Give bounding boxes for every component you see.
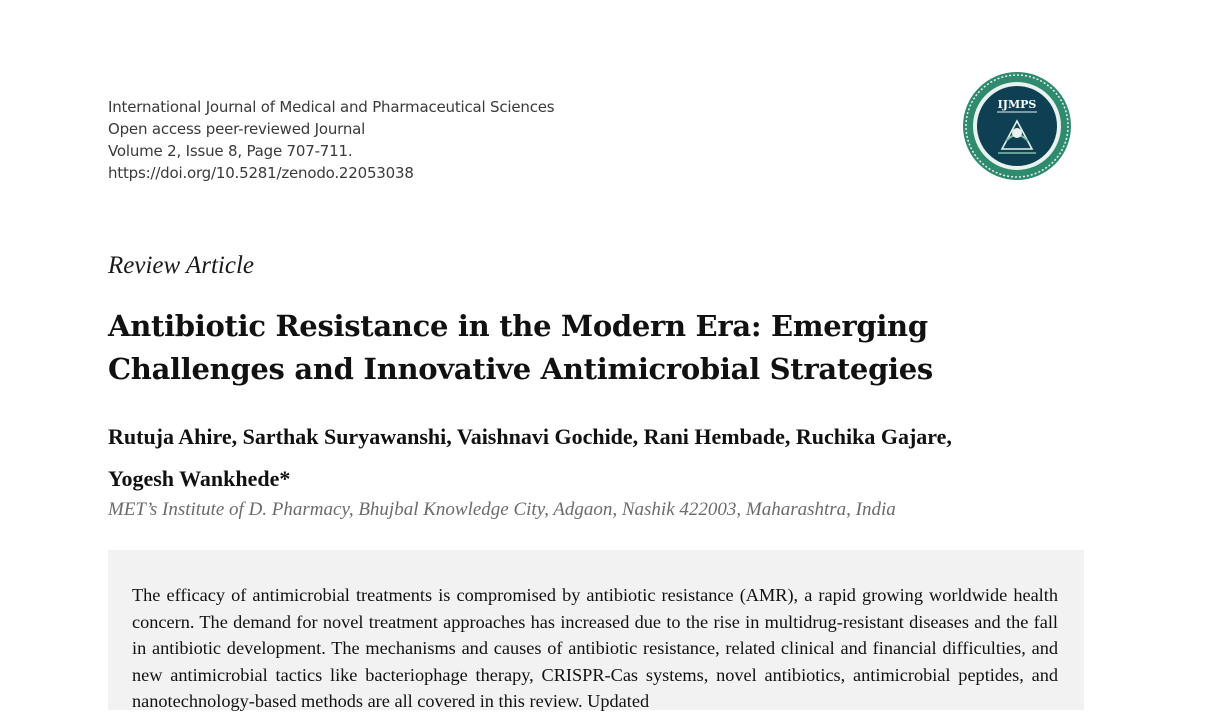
journal-info bbox=[108, 96, 554, 184]
abstract-box bbox=[108, 550, 1084, 710]
affiliation: MET’s Institute of D. Pharmacy, Bhujbal Knowledge City, Adgaon, Nashik 422003, Maharashtra, India bbox=[108, 499, 896, 520]
article-title-line: Antibiotic Resistance in the Modern Era: Emerging bbox=[108, 309, 928, 343]
article-title bbox=[108, 305, 1068, 391]
journal-name: International Journal of Medical and Pharmaceutical Sciences bbox=[108, 98, 555, 116]
journal-access: Open access peer-reviewed Journal bbox=[108, 120, 366, 138]
authors-line: Rutuja Ahire, Sarthak Suryawanshi, Vaishnavi Gochide, Rani Hembade, Ruchika Gajare, bbox=[108, 424, 952, 449]
authors-line: Yogesh Wankhede* bbox=[108, 466, 291, 491]
journal-doi[interactable]: https://doi.org/10.5281/zenodo.22053038 bbox=[108, 164, 414, 182]
journal-volume: Volume 2, Issue 8, Page 707-711. bbox=[108, 142, 353, 160]
author-list bbox=[108, 416, 1088, 500]
article-title-line: Challenges and Innovative Antimicrobial Strategies bbox=[108, 352, 933, 386]
journal-seal-logo bbox=[962, 71, 1072, 181]
article-type: Review Article bbox=[108, 252, 255, 279]
svg-text:IJMPS: IJMPS bbox=[997, 98, 1037, 111]
abstract-text: The efficacy of antimicrobial treatments is compromised by antibiotic resistance (AMR), a rapid growing worldwide health concern. The demand for novel treatment approaches has increased due to the rise in multidrug-resistant diseases and the fall in antibiotic development. The mechanisms and causes of antibiotic resistance, related clinical and financial difficulties, and new antimicrobial tactics like bacteriophage therapy, CRISPR-Cas systems, novel antibiotics, antimicrobial peptides, and nanotechnology-based methods are all covered in this review. Updated bbox=[132, 585, 1058, 711]
